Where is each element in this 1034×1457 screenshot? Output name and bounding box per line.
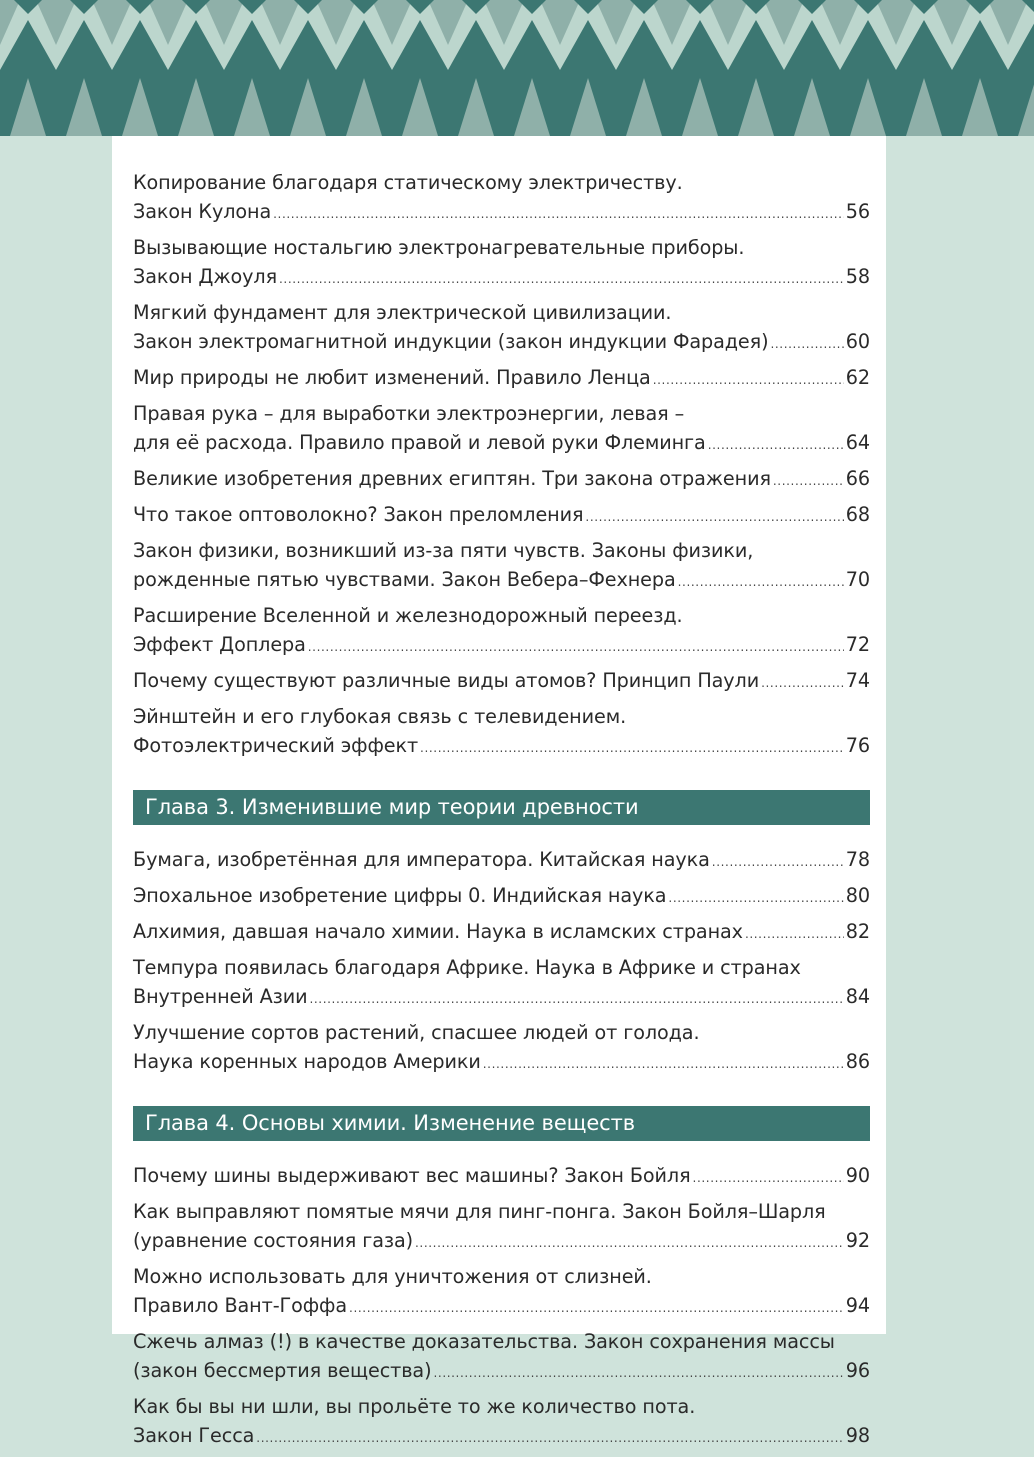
toc-entry-title: (закон бессмертия вещества) (133, 1359, 432, 1382)
dot-leader (745, 920, 844, 949)
dot-leader (678, 568, 844, 597)
page-number: 68 (845, 503, 870, 526)
toc-entry (133, 601, 870, 662)
page-number: 80 (845, 884, 870, 907)
dot-leader (309, 985, 843, 1014)
dot-leader (420, 734, 844, 763)
chapter-4-heading: Глава 4. Основы химии. Изменение веществ (133, 1106, 870, 1141)
toc-section-physics (133, 168, 870, 763)
toc-entry-title: Закон Кулона (133, 200, 272, 223)
toc-entry-title: Алхимия, давшая начало химии. Наука в исламских странах (133, 920, 743, 943)
toc-entry (133, 1018, 870, 1079)
toc-entry (133, 298, 870, 359)
page-number: 82 (845, 920, 870, 943)
page-number: 64 (845, 431, 870, 454)
toc-entry-title-line: Копирование благодаря статическому электричеству. (133, 171, 683, 194)
dot-leader (273, 200, 844, 229)
toc-entry-title: Фотоэлектрический эффект (133, 734, 419, 757)
toc-entry (133, 464, 870, 496)
toc-entry (133, 500, 870, 532)
page-number: 66 (845, 467, 870, 490)
toc-entry-title: Наука коренных народов Америки (133, 1050, 481, 1073)
dot-leader (483, 1050, 844, 1079)
toc-entry-last-line (133, 845, 870, 877)
page-number: 98 (845, 1424, 870, 1447)
toc-entry-title: Почему существуют различные виды атомов? Принцип Паули (133, 669, 760, 692)
toc-entry (133, 1327, 870, 1388)
dot-leader (433, 1359, 843, 1388)
toc-entry-title: Внутренней Азии (133, 985, 308, 1008)
page-number: 94 (845, 1294, 870, 1317)
page-number: 72 (845, 633, 870, 656)
toc-page (112, 136, 886, 1447)
toc-entry (133, 168, 870, 229)
toc-entry-title: для её расхода. Правило правой и левой руки Флеминга (133, 431, 706, 454)
toc-entry (133, 1392, 870, 1453)
dot-leader (256, 1424, 843, 1453)
toc-entry-title-line: Эйнштейн и его глубокая связь с телевидением. (133, 705, 627, 728)
toc-entry-last-line (133, 731, 870, 763)
page-number: 70 (845, 568, 870, 591)
toc-entry-last-line (133, 1226, 870, 1258)
page-number: 74 (845, 669, 870, 692)
page-number: 86 (845, 1050, 870, 1073)
toc-entry-title-line: Как выправляют помятые мячи для пинг-понга. Закон Бойля–Шарля (133, 1200, 826, 1223)
toc-entry-title: Закон электромагнитной индукции (закон индукции Фарадея) (133, 330, 769, 353)
dot-leader (653, 366, 844, 395)
toc-entry-title: Закон Гесса (133, 1424, 255, 1447)
toc-entry-title-line: Мягкий фундамент для электрической цивилизации. (133, 301, 672, 324)
page-number: 62 (845, 366, 870, 389)
toc-entry (133, 536, 870, 597)
toc-entry-title-line: Закон физики, возникший из-за пяти чувств. Законы физики, (133, 539, 754, 562)
page-number: 58 (845, 265, 870, 288)
toc-entry-last-line (133, 917, 870, 949)
chapter-3-heading: Глава 3. Изменившие мир теории древности (133, 790, 870, 825)
toc-entry-last-line (133, 1356, 870, 1388)
toc-entry-last-line (133, 1047, 870, 1079)
toc-entry (133, 1262, 870, 1323)
dot-leader (708, 431, 844, 460)
dot-leader (279, 265, 844, 294)
toc-entry (133, 702, 870, 763)
toc-entry-title: Закон Джоуля (133, 265, 278, 288)
toc-entry-title-line: Расширение Вселенной и железнодорожный переезд. (133, 604, 683, 627)
toc-entry-title: Что такое оптоволокно? Закон преломления (133, 503, 584, 526)
toc-entry (133, 233, 870, 294)
toc-entry (133, 845, 870, 877)
toc-entry-title-line: Сжечь алмаз (!) в качестве доказательства. Закон сохранения массы (133, 1330, 835, 1353)
page-number: 76 (845, 734, 870, 757)
page-number: 84 (845, 985, 870, 1008)
dot-leader (693, 1164, 844, 1193)
toc-content (133, 168, 870, 1457)
page-number: 96 (845, 1359, 870, 1382)
dot-leader (308, 633, 844, 662)
dot-leader (349, 1294, 844, 1323)
toc-entry-last-line (133, 982, 870, 1014)
toc-entry-title: Почему шины выдерживают вес машины? Закон Бойля (133, 1164, 691, 1187)
toc-entry-title: Эффект Доплера (133, 633, 306, 656)
toc-entry (133, 1161, 870, 1193)
toc-section-chapter-3 (133, 845, 870, 1079)
toc-entry-title: Великие изобретения древних египтян. Три закона отражения (133, 467, 771, 490)
toc-entry-title: Бумага, изобретённая для императора. Китайская наука (133, 848, 710, 871)
toc-entry (133, 363, 870, 395)
toc-entry-last-line (133, 1161, 870, 1193)
dot-leader (668, 884, 843, 913)
toc-entry-last-line (133, 1421, 870, 1453)
toc-entry (133, 917, 870, 949)
toc-entry-last-line (133, 666, 870, 698)
dot-leader (773, 467, 844, 496)
header-pattern (0, 0, 1034, 136)
toc-entry-last-line (133, 464, 870, 496)
page-number: 78 (845, 848, 870, 871)
toc-entry-title: Эпохальное изобретение цифры 0. Индийская наука (133, 884, 667, 907)
toc-entry-title-line: Можно использовать для уничтожения от слизней. (133, 1265, 652, 1288)
toc-entry (133, 399, 870, 460)
toc-entry-title: (уравнение состояния газа) (133, 1229, 413, 1252)
dot-leader (770, 330, 843, 359)
toc-entry-last-line (133, 881, 870, 913)
page-number: 92 (845, 1229, 870, 1252)
dot-leader (585, 503, 843, 532)
toc-entry-title-line: Вызывающие ностальгию электронагревательные приборы. (133, 236, 745, 259)
toc-entry (133, 881, 870, 913)
toc-entry (133, 666, 870, 698)
toc-entry-last-line (133, 262, 870, 294)
dot-leader (761, 669, 844, 698)
page-number: 56 (845, 200, 870, 223)
dot-leader (712, 848, 844, 877)
toc-entry-title-line: Как бы вы ни шли, вы прольёте то же количество пота. (133, 1395, 696, 1418)
toc-entry-last-line (133, 565, 870, 597)
toc-entry-last-line (133, 363, 870, 395)
page-number: 90 (845, 1164, 870, 1187)
toc-entry-title: Мир природы не любит изменений. Правило Ленца (133, 366, 651, 389)
toc-entry-last-line (133, 428, 870, 460)
toc-entry-title: рожденные пятью чувствами. Закон Вебера–Фехнера (133, 568, 676, 591)
toc-entry (133, 953, 870, 1014)
toc-entry-last-line (133, 327, 870, 359)
toc-entry-last-line (133, 500, 870, 532)
toc-entry (133, 1197, 870, 1258)
dot-leader (415, 1229, 844, 1258)
toc-entry-title-line: Темпура появилась благодаря Африке. Наука в Африке и странах (133, 956, 801, 979)
toc-entry-last-line (133, 197, 870, 229)
toc-entry-last-line (133, 1291, 870, 1323)
toc-section-chapter-4 (133, 1161, 870, 1453)
toc-entry-title-line: Правая рука – для выработки электроэнергии, левая – (133, 402, 685, 425)
toc-entry-title-line: Улучшение сортов растений, спасшее людей от голода. (133, 1021, 700, 1044)
toc-entry-last-line (133, 630, 870, 662)
page-number: 60 (845, 330, 870, 353)
toc-entry-title: Правило Вант-Гоффа (133, 1294, 348, 1317)
